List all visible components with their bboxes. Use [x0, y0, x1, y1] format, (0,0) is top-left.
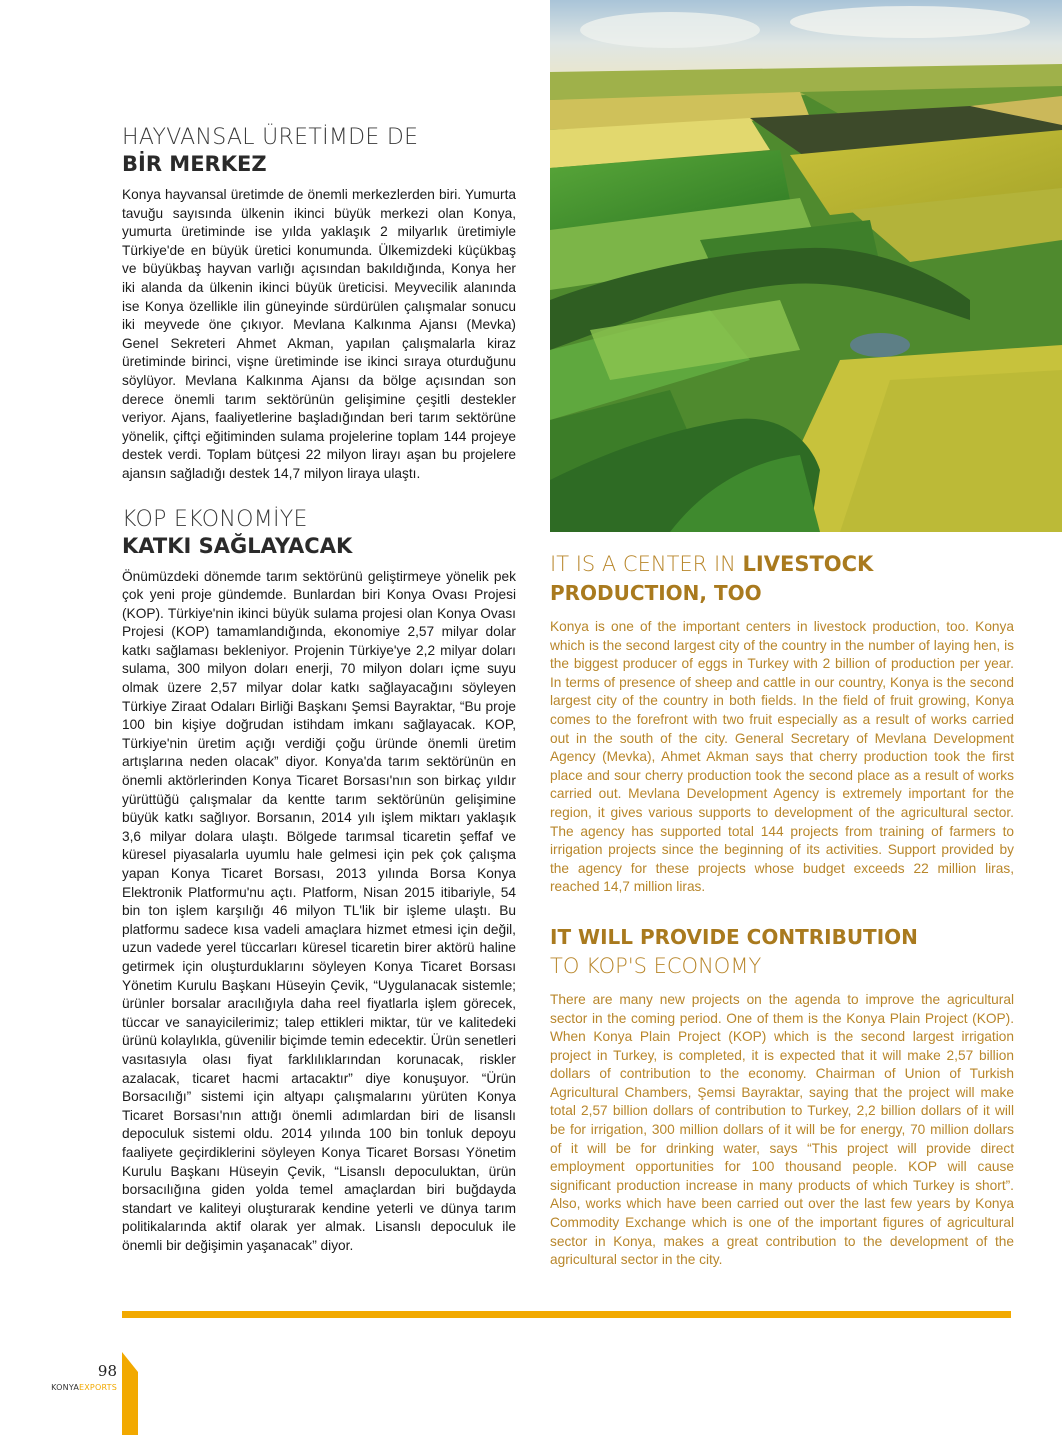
footer-rule	[122, 1311, 1011, 1318]
page-corner-accent	[122, 1352, 138, 1435]
section-title-bold: BİR MERKEZ	[122, 152, 267, 176]
section-title-bold: PRODUCTION, TOO	[550, 581, 762, 605]
page-number: 98	[97, 1362, 117, 1380]
section-body: Konya hayvansal üretimde de önemli merkezlerden biri. Yumurta tavuğu sayısında ülkenin ikinci büyük merkezi olan Konya, yumurta üretiminde ise yılda yaklaşık 2 milyarlık üretimiyle Türkiye'de en büyük üretici konumunda. Ülkemizdeki küçükbaş ve büyükbaş hayvan varlığı açısından bakıldığında, Konya her iki alanda da ülkenin ikinci büyük üreticisi. Meyvecilik alanında ise Konya özellikle ilin güneyinde sürdürülen çalışmalar sonucu iki meyvede öne çıkıyor. Mevlana Kalkınma Ajansı (Mevka) Genel Sekreteri Ahmet Akman, yapılan çalışmalarla kiraz üretiminde birinci, vişne üretiminde ise ikinci sıraya oturduğunu söylüyor. Mevlana Kalkınma Ajansı da bölge açısından son derece önemli tarım sektörünün gelişimine çeşitli destekler veriyor. Ajans, faaliyetlerine başladığından beri tarım sektörüne yönelik, çiftçi eğitiminden sulama projelerine toplam 144 projeye destek verdi. Toplam bütçesi 22 milyon lirayı aşan bu projelere ajansın sağladığı destek 14,7 milyon liraya ulaştı.	[122, 187, 516, 481]
section-body: Konya is one of the important centers in livestock production, too. Konya which is the second largest city of the country in the number of laying hen, is the biggest producer of eggs in Turkey with 2 billion of production per year. In terms of presence of sheep and cattle in our country, Konya is the second largest city of the country in both fields. In the field of fruit growing, Konya comes to the forefront with two fruit especially as a result of works carried out in the south of the city. General Secretary of Mevlana Development Agency (Mevka), Ahmet Akman says that cherry production took the first place and sour cherry production took the second place as a result of works carried out. Mevlana Development Agency is extremely important for the region, it gives various supports to development of the agricultural sector. The agency has supported total 144 projects from training of farmers to irrigation projects since the beginning of its activities. Support provided by the agency for these projects whose budget exceeds 22 million liras, reached 14,7 million liras.	[550, 619, 1014, 895]
section-title-light: KOP EKONOMİYE	[122, 506, 308, 532]
section-title-light: HAYVANSAL ÜRETİMDE DE	[122, 125, 419, 150]
brand-suffix: EXPORTS	[79, 1383, 117, 1392]
left-column	[122, 124, 516, 1255]
title-bold-part: LIVESTOCK	[742, 552, 874, 576]
right-column	[550, 550, 1014, 1270]
section-title-light: TO KOP'S ECONOMY	[550, 953, 762, 978]
aerial-farmland-photo	[550, 0, 1062, 532]
section-title-light	[550, 550, 1014, 579]
title-light-part: IT IS A CENTER IN	[550, 552, 736, 576]
section-livestock-tr	[122, 124, 516, 484]
section-body: Önümüzdeki dönemde tarım sektörünü geliştirmeye yönelik pek çok yeni proje gündemde. Bunlardan biri Konya Ovası Projesi (KOP). Türkiye'nin ikinci büyük sulama projesi olan Konya Ovası Projesi (KOP) tamamlandığında, ekonomiye 2,57 milyar dolar katkı sağlaması bekleniyor. Projenin Türkiye'ye 2,2 milyar doları sulama, 300 milyon doları enerji, 70 milyon doları içme suyu olmak üzere 2,57 milyar dolar katkı sağlayacağını söyleyen Türkiye Ziraat Odaları Birliği Başkanı Şemsi Bayraktar, “Bu proje 100 bin kişiye doğrudan istihdam imkanı sağlayacak. KOP, Türkiye'nin üretim açığı verdiği çoğu üründe önemli üretim artışlarına neden olacak” diyor. Konya'da tarım sektörünün en önemli aktörlerinden Konya Ticaret Borsası'nın son birkaç yıldır yürüttüğü çalışmalar da kentte tarım sektörünün gelişimine büyük katkı sağlıyor. Borsanın, 2014 yılı işlem miktarı yaklaşık 3,6 milyar dolara ulaştı. Bölgede tarımsal ticaretin şeffaf ve küresel piyasalarla uyumlu hale gelmesi için pek çok çalışma yapan Konya Ticaret Borsası, 2013 yılında Borsa Konya Elektronik Platformu'nu açtı. Platform, Nisan 2015 itibariyle, 54 bin ton işlem karşılığı 46 milyon TL'lik bir işleme ulaştı. Bu platformu sadece kısa vadeli amaçlara hizmet etmesi için değil, uzun vadede yerel tüccarları küresel ticaretin birer aktörü haline getirmek için oluşturduklarını söyleyen Konya Ticaret Borsası Yönetim Kurulu Başkanı Hüseyin Çevik, “Uygulanacak sistemle; ürünler borsalar aracılığıyla daha reel fiyatlarla işlem görecek, tüccar ve sanayicilerimiz; talep ettikleri miktar, tür ve kalitedeki ürünü kolaylıkla, güvenilir biçimde temin edecektir. Ürün senetleri vasıtasıyla olası fiyat farklılıklarından korunacak, riskler azalacak, ticaret hacmi artacaktır” diye konuşuyor. “Ürün Borsacılığı” sistemi için altyapı çalışmalarını yürüten Konya Ticaret Borsası'nın attığı önemli adımlardan biri de lisanslı depoculuk sistemi oldu. 2014 yılında 100 bin tonluk depoyu faaliyete geçirdiklerini söyleyen Konya Ticaret Borsası Yönetim Kurulu Başkanı Hüseyin Çevik, “Lisanslı depoculuktan, ürün borsacılığına giden yolda temel amaçlardan biri buğdayda standart ve kaliteyi oluşturarak kendine yeterli ve dünya tarım politikalarında aktif olarak yer almak. Lisanslı depoculuk ile önemli bir değişimin yaşanacak” diyor.	[122, 568, 516, 1253]
section-kop-tr	[122, 506, 516, 1256]
section-body: There are many new projects on the agenda to improve the agricultural sector in the coming period. One of them is the Konya Plain Project (KOP). When Konya Plain Project (KOP) which is the second largest irrigation project in Turkey, is completed, it is expected that it will make 2,57 billion dollars of contribution to the economy. Chairman of Union of Turkish Agricultural Chambers, Şemsi Bayraktar, saying that the project will make total 2,57 billion dollars of contribution to Turkey, 2,2 billion dollars of it will be for irrigation, 300 million dollars of it will be for energy, 70 million dollars of it will be for drinking water, says “This project will provide direct employment opportunities for 100 thousand people. KOP will cause significant production increase in many products of which Turkey is short”. Also, works which have been carried out over the last few years by Konya Commodity Exchange which is one of the important figures of agricultural sector in Konya, makes a great contribution to the development of the agricultural sector in the city.	[550, 991, 1014, 1268]
brand-label	[30, 1383, 117, 1392]
section-title-bold: KATKI SAĞLAYACAK	[122, 533, 353, 558]
section-kop-en	[550, 923, 1014, 1270]
section-livestock-en	[550, 550, 1014, 897]
brand-prefix: KONYA	[51, 1383, 79, 1392]
section-title-bold: IT WILL PROVIDE CONTRIBUTION	[550, 924, 918, 949]
